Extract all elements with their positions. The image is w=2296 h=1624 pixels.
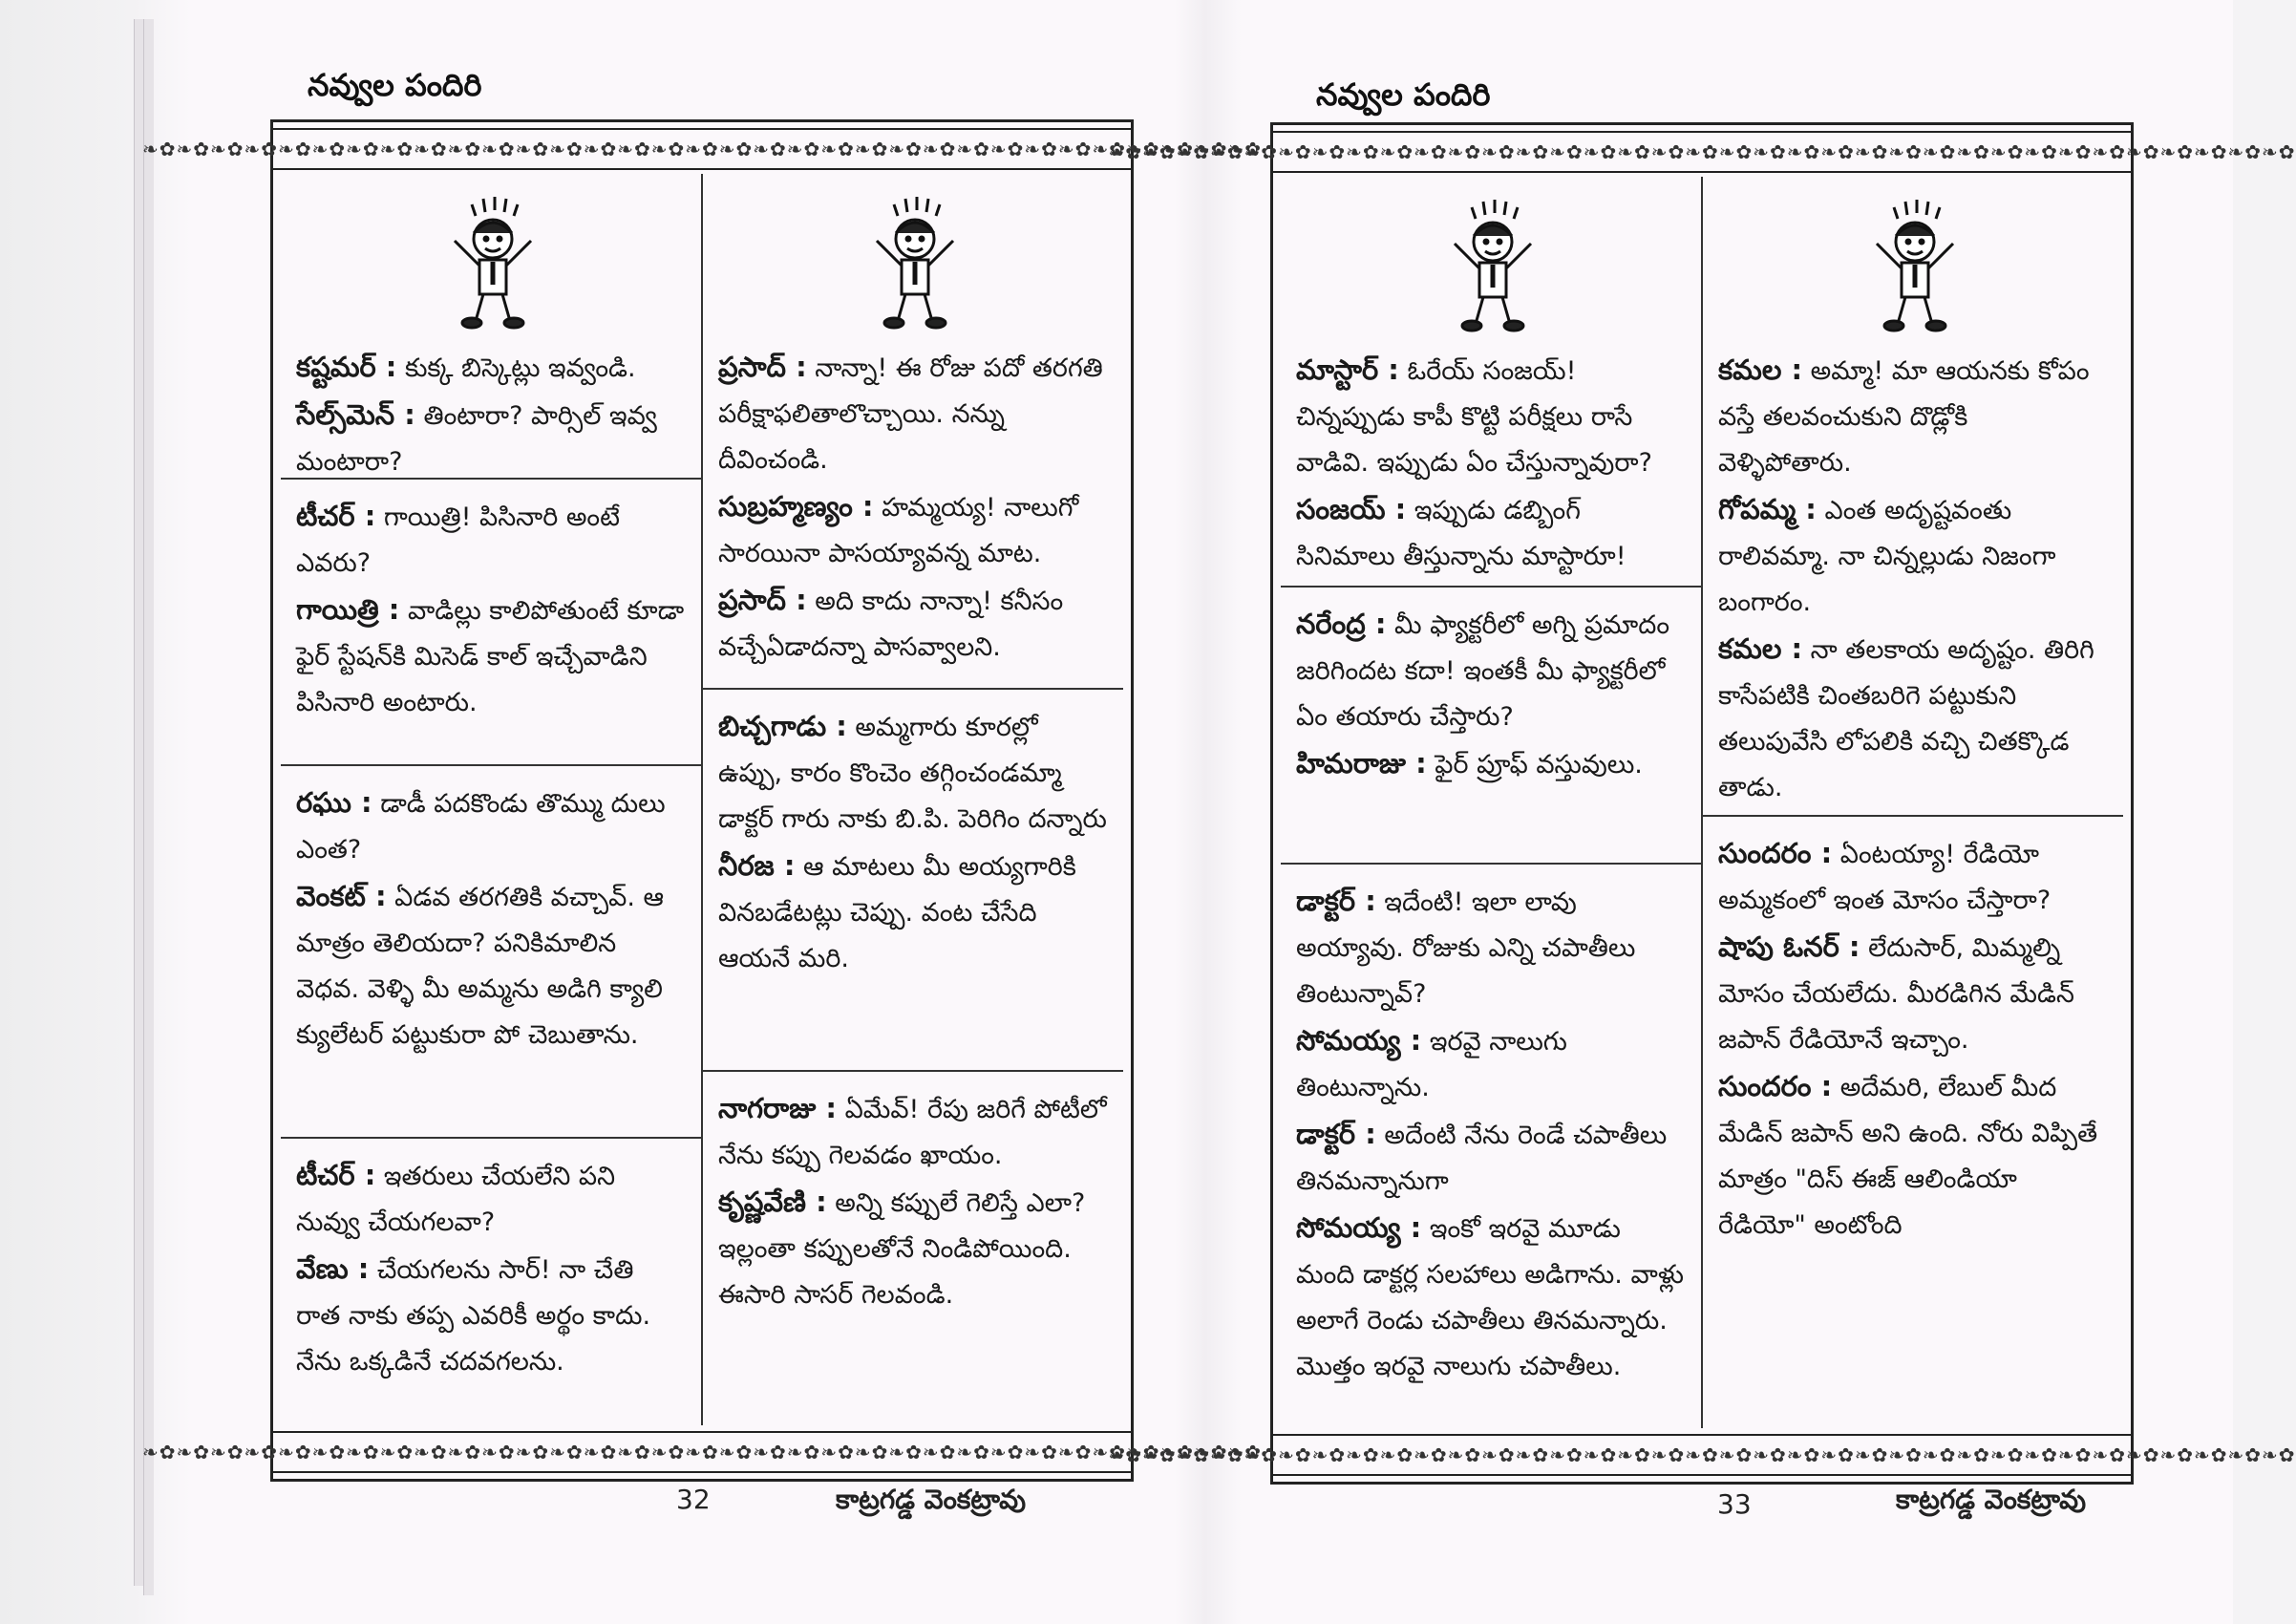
dialogue-line: నరేంద్ర : మీ ఫ్యాక్టరీలో అగ్ని ప్రమాదం జరిగిందట కదా! ఇంతకీ మీ ఫ్యాక్టరీలో ఏం తయారు చేస్తారు?	[1296, 608, 1670, 732]
cartoon-boy-icon	[1296, 194, 1686, 337]
dialogue-line: మాస్టార్ : ఓరేయ్ సంజయ్! చిన్నప్పుడు కాపీ కొట్టి పరీక్షలు రాసే వాడివి. ఇప్పుడు ఏం చేస్తున్నావురా?	[1296, 353, 1652, 478]
joke-column	[1701, 177, 2123, 1428]
joke-cell	[703, 690, 1123, 1072]
joke-column	[1281, 177, 1701, 1428]
joke-cell	[703, 1072, 1123, 1425]
dialogue-line: డాక్టర్ : ఇదేంటి! ఇలా లావు అయ్యావు. రోజుకు ఎన్ని చపాతీలు తింటున్నావ్?	[1296, 885, 1636, 1009]
dialogue-line: సుబ్రహ్మణ్యం : హమ్మయ్య! నాలుగో సారయినా పాసయ్యావన్న మాట.	[718, 490, 1079, 568]
joke-cell	[281, 174, 701, 480]
cartoon-boy-icon	[296, 191, 686, 334]
dialogue-line: హిమరాజు : ఫైర్ ప్రూఫ్ వస్తువులు.	[1296, 747, 1643, 780]
dialogue-line: నాగరాజు : ఏమేవ్! రేపు జరిగే పోటీలో నేను కప్పు గెలవడం ఖాయం.	[718, 1092, 1107, 1170]
decorative-border-top: ❧✿❧✿❧✿❧✿❧✿❧✿❧✿❧✿❧✿❧✿❧✿❧✿❧✿❧✿❧✿❧✿❧✿❧✿❧✿❧✿❧✿❧✿❧✿❧✿❧✿❧✿❧✿❧✿❧✿❧✿❧✿❧✿❧✿❧✿❧✿	[1273, 131, 2131, 173]
dialogue-line: కమల : నా తలకాయ అదృష్టం. తిరిగి కాసేపటికి చింతబరిగె పట్టుకుని తలుపువేసి లోపలికి వచ్చి చితక్కొడ తాడు.	[1718, 632, 2094, 802]
dialogue-line: డాక్టర్ : అదేంటి నేను రెండే చపాతీలు తినమన్నానుగా	[1296, 1118, 1668, 1196]
dialogue-line: నీరజ : ఆ మాటలు మీ అయ్యగారికి వినబడేటట్లు చెప్పు. వంట చేసేది ఆయనే మరి.	[718, 849, 1076, 973]
left-page-frame	[142, 119, 1263, 1482]
joke-cell	[281, 766, 701, 1139]
dialogue-line: రఘు : డాడీ పదకొండు తొమ్ము దులు ఎంత?	[296, 786, 666, 865]
joke-cell	[1281, 588, 1701, 865]
dialogue-line: ప్రసాద్ : అది కాదు నాన్నా! కనీసం వచ్చేఏడాదన్నా పాసవ్వాలని.	[718, 584, 1064, 662]
dialogue-line: షాపు ఓనర్ : లేదుసార్, మిమ్మల్ని మోసం చేయలేదు. మీరడిగిన మేడిన్ జపాన్ రేడియోనే ఇచ్చాం.	[1718, 930, 2074, 1055]
dialogue-line: సుందరం : అదేమరి, లేబుల్ మీద మేడిన్ జపాన్ అని ఉంది. నోరు విప్పితే మాత్రం "దిస్ ఈజ్ ఆలిండియా రేడియో" అంటోంది	[1718, 1070, 2098, 1240]
joke-cell	[281, 480, 701, 766]
page-edge	[143, 19, 154, 1595]
joke-cell	[281, 1139, 701, 1425]
decorative-border-top: ❧✿❧✿❧✿❧✿❧✿❧✿❧✿❧✿❧✿❧✿❧✿❧✿❧✿❧✿❧✿❧✿❧✿❧✿❧✿❧✿❧✿❧✿❧✿❧✿❧✿❧✿❧✿❧✿❧✿❧✿❧✿❧✿❧✿	[273, 128, 1131, 170]
author-name: కాట్రగడ్డ వెంకట్రావు	[836, 1484, 1027, 1515]
author-name: కాట్రగడ్డ వెంకట్రావు	[1896, 1484, 2087, 1515]
decorative-border-bottom: ❧✿❧✿❧✿❧✿❧✿❧✿❧✿❧✿❧✿❧✿❧✿❧✿❧✿❧✿❧✿❧✿❧✿❧✿❧✿❧✿❧✿❧✿❧✿❧✿❧✿❧✿❧✿❧✿❧✿❧✿❧✿❧✿❧✿❧✿❧✿	[1273, 1434, 2131, 1476]
dialogue-line: సోమయ్య : ఇంకో ఇరవై మూడు మంది డాక్టర్ల సలహాలు అడిగాను. వాళ్లు అలాగే రెండు చపాతీలు తినమన్నారు. మొత్తం ఇరవై నాలుగు చపాతీలు.	[1296, 1211, 1684, 1381]
dialogue-line: బిచ్చగాడు : అమ్మగారు కూరల్లో ఉప్పు, కారం కొంచెం తగ్గించండమ్మా డాక్టర్ గారు నాకు బి.పి. పెరిగిం దన్నారు	[718, 710, 1107, 834]
dialogue-line: సంజయ్ : ఇప్పుడు డబ్బింగ్ సినిమాలు తీస్తున్నాను మాస్టారూ!	[1296, 493, 1626, 571]
joke-cell	[1703, 177, 2123, 817]
dialogue-line: సుందరం : ఏంటయ్యా! రేడియో అమ్మకంలో ఇంత మోసం చేస్తారా?	[1718, 837, 2052, 915]
dialogue-line: ప్రసాద్ : నాన్నా! ఈ రోజు పదో తరగతి పరీక్షాఫలితాలొచ్చాయి. నన్ను దీవించండి.	[718, 351, 1103, 475]
running-head-left: నవ్వుల పందిరి	[308, 67, 482, 103]
dialogue-line: వేణు : చేయగలను సార్! నా చేతి రాత నాకు తప్ప ఎవరికీ అర్థం కాదు. నేను ఒక్కడినే చదవగలను.	[296, 1252, 651, 1377]
joke-column	[281, 174, 701, 1425]
cartoon-boy-icon	[718, 191, 1108, 334]
joke-cell	[1281, 177, 1701, 588]
dialogue-line: టీచర్ : గాయిత్రి! పిసినారి అంటే ఎవరు?	[296, 500, 620, 578]
dialogue-line: గాయిత్రి : వాడిల్లు కాలిపోతుంటే కూడా ఫైర్ స్టేషన్‌కి మిసెడ్ కాల్ ఇచ్చేవాడిని పిసినారి అంటారు.	[296, 593, 685, 717]
joke-column	[701, 174, 1123, 1425]
joke-cell	[703, 174, 1123, 690]
dialogue-line: వెంకట్ : ఏడవ తరగతికి వచ్చావ్. ఆ మాత్రం తెలియదా? పనికిమాలిన వెధవ. వెళ్ళి మీ అమ్మను అడిగి క్యాలి క్యులేటర్ పట్టుకురా పో చెబుతాను.	[296, 880, 665, 1050]
dialogue-line: సేల్స్‌మెన్ : తింటారా? పార్సిల్ ఇవ్వ మంటారా?	[296, 398, 657, 477]
joke-cell	[1281, 865, 1701, 1428]
decorative-border-bottom: ❧✿❧✿❧✿❧✿❧✿❧✿❧✿❧✿❧✿❧✿❧✿❧✿❧✿❧✿❧✿❧✿❧✿❧✿❧✿❧✿❧✿❧✿❧✿❧✿❧✿❧✿❧✿❧✿❧✿❧✿❧✿❧✿❧✿	[273, 1431, 1131, 1473]
dialogue-line: కమల : అమ్మా! మా ఆయనకు కోపం వస్తే తలవంచుకుని దొడ్లోకి వెళ్ళిపోతారు.	[1718, 353, 2090, 478]
running-head-right: నవ్వుల పందిరి	[1316, 76, 1491, 113]
right-page-frame	[1108, 122, 2296, 1485]
dialogue-line: సోమయ్య : ఇరవై నాలుగు తింటున్నాను.	[1296, 1024, 1567, 1102]
dialogue-line: టీచర్ : ఇతరులు చేయలేని పని నువ్వు చేయగలవా?	[296, 1159, 616, 1237]
dialogue-line: కష్టమర్ : కుక్క బిస్కెట్లు ఇవ్వండి.	[296, 351, 636, 383]
dialogue-line: కృష్ణవేణి : అన్ని కప్పులే గెలిస్తే ఎలా? ఇల్లంతా కప్పులతోనే నిండిపోయింది. ఈసారి సాసర్ గెలవండి.	[718, 1186, 1086, 1310]
cartoon-boy-icon	[1718, 194, 2108, 337]
joke-cell	[1703, 817, 2123, 1428]
page-number: 33	[1717, 1488, 1752, 1520]
page-number: 32	[676, 1484, 711, 1515]
dialogue-line: గోపమ్మ : ఎంత అదృష్టవంతు రాలివమ్మా. నా చిన్నల్లుడు నిజంగా బంగారం.	[1718, 493, 2056, 617]
